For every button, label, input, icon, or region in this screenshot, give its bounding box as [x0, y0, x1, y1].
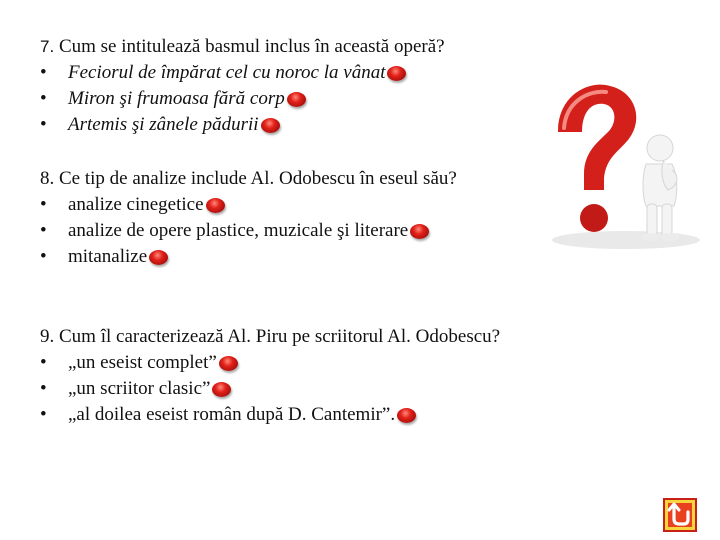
bullet: •	[40, 246, 47, 267]
bullet: •	[40, 220, 47, 241]
option-9c	[40, 402, 500, 428]
question-number: 8.	[40, 168, 55, 189]
red-dot-icon[interactable]	[206, 198, 225, 213]
option-9a	[40, 350, 500, 376]
bullet: •	[40, 352, 47, 373]
option-label: Miron şi frumoasa fără corp	[68, 88, 285, 109]
bullet: •	[40, 378, 47, 399]
question-title	[40, 166, 457, 192]
red-dot-icon[interactable]	[397, 408, 416, 423]
question-8	[40, 166, 457, 270]
question-text: Ce tip de analize include Al. Odobescu în eseul său?	[54, 168, 457, 189]
option-label: mitanalize	[68, 246, 148, 267]
option-label: „un eseist complet”	[68, 352, 217, 373]
option-8b	[40, 218, 457, 244]
question-title	[40, 324, 500, 350]
red-dot-icon[interactable]	[287, 92, 306, 107]
option-label: „al doilea eseist român după D. Cantemir”.	[68, 404, 396, 425]
option-7a	[40, 60, 445, 86]
question-mark-figure-icon	[528, 72, 708, 252]
option-7b	[40, 86, 445, 112]
option-9b	[40, 376, 500, 402]
option-label: Artemis şi zânele pădurii	[68, 114, 259, 135]
return-button[interactable]	[663, 498, 697, 532]
red-dot-icon[interactable]	[261, 118, 280, 133]
question-7	[40, 34, 445, 138]
option-8a	[40, 192, 457, 218]
return-arrow-icon	[663, 498, 697, 532]
red-dot-icon[interactable]	[212, 382, 231, 397]
red-dot-icon[interactable]	[387, 66, 406, 81]
red-dot-icon[interactable]	[219, 356, 238, 371]
bullet: •	[40, 404, 47, 425]
question-number: 9.	[40, 326, 55, 347]
question-text: Cum îl caracterizează Al. Piru pe scriitorul Al. Odobescu?	[54, 326, 501, 347]
bullet: •	[40, 62, 47, 83]
red-dot-icon[interactable]	[149, 250, 168, 265]
option-label: Feciorul de împărat cel cu noroc la vânat	[68, 62, 386, 83]
option-8c	[40, 244, 457, 270]
question-title	[40, 34, 445, 60]
option-7c	[40, 112, 445, 138]
question-text: Cum se intitulează basmul inclus în această operă?	[54, 36, 445, 57]
question-9	[40, 324, 500, 428]
option-label: „un scriitor clasic”	[68, 378, 211, 399]
option-label: analize de opere plastice, muzicale şi literare	[68, 220, 409, 241]
red-dot-icon[interactable]	[410, 224, 429, 239]
question-number: 7.	[40, 37, 55, 56]
option-label: analize cinegetice	[68, 194, 204, 215]
bullet: •	[40, 114, 47, 135]
bullet: •	[40, 88, 47, 109]
bullet: •	[40, 194, 47, 215]
